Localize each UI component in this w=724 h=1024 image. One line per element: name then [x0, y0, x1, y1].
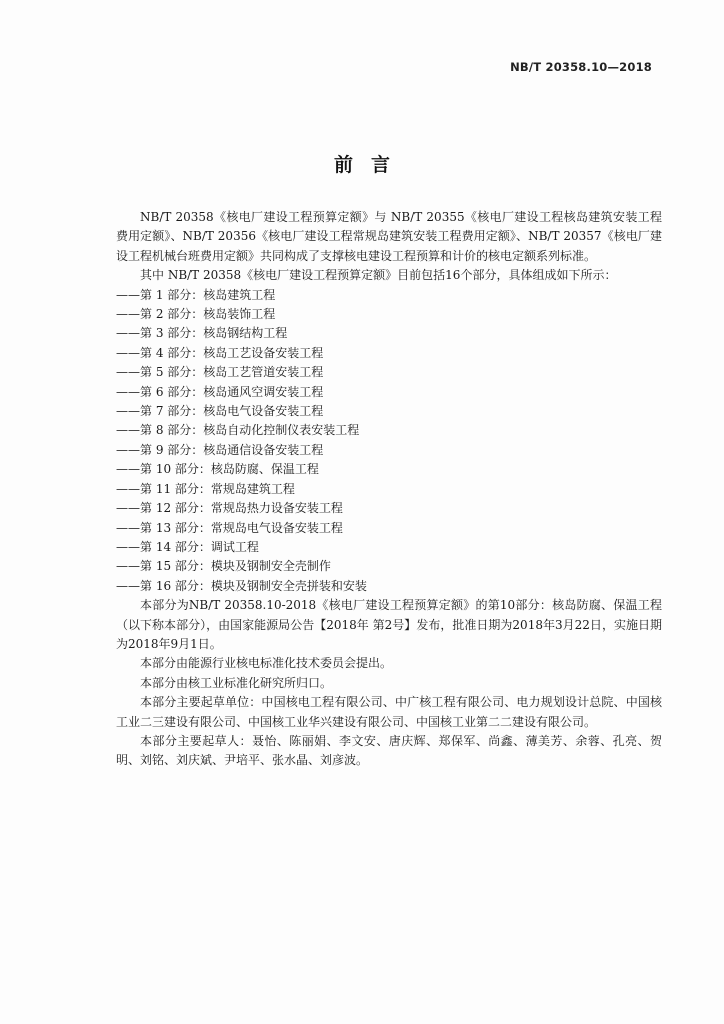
list-item: ——第 7 部分：核岛电气设备安装工程 — [116, 404, 324, 419]
list-item: ——第 8 部分：核岛自动化控制仪表安装工程 — [116, 423, 360, 438]
intro-paragraph: NB/T 20358《核电厂建设工程预算定额》与 NB/T 20355《核电厂建设工程核岛建筑安装工程费用定额》、NB/T 20356《核电厂建设工程常规岛建筑安装工程费用定额》、NB/T 20357《核电厂建设工程机械台班费用定额》共同构成了支撑核电建设工程预算和计价的核电定额系列标准。 — [116, 210, 662, 263]
list-item: ——第 1 部分：核岛建筑工程 — [116, 287, 276, 302]
managed-paragraph: 本部分由核工业标准化研究所归口。 — [140, 675, 333, 690]
page-title: 前言 — [333, 154, 408, 176]
list-item: ——第 4 部分：核岛工艺设备安装工程 — [116, 345, 324, 360]
drafting-units-paragraph: 本部分主要起草单位：中国核电工程有限公司、中广核工程有限公司、电力规划设计总院、中国核工业二三建设有限公司、中国核工业华兴建设有限公司、中国核工业第二二建设有限公司。 — [116, 695, 662, 729]
drafters-paragraph: 本部分主要起草人：聂怡、陈丽娟、李文安、唐庆辉、郑保军、尚鑫、薄美芳、余蓉、孔亮、贺明、刘铭、刘庆斌、尹培平、张水晶、刘彦波。 — [116, 733, 662, 768]
list-item: ——第 6 部分：核岛通风空调安装工程 — [116, 384, 324, 399]
release-paragraph: 本部分为NB/T 20358.10-2018《核电厂建设工程预算定额》的第10部分：核岛防腐、保温工程（以下称本部分），由国家能源局公告【2018年 第2号】发布，批准日期为2018年3月22日，实施日期为2018年9月1日。 — [116, 598, 662, 651]
list-item: ——第 14 部分：调试工程 — [116, 539, 259, 554]
standard-code: NB/T 20358.10—2018 — [510, 60, 652, 74]
list-item: ——第 11 部分：常规岛建筑工程 — [116, 481, 295, 496]
list-item: ——第 15 部分：模块及钢制安全壳制作 — [116, 559, 331, 574]
list-item: ——第 3 部分：核岛钢结构工程 — [116, 326, 288, 341]
list-item: ——第 2 部分：核岛装饰工程 — [116, 307, 276, 322]
list-item: ——第 10 部分：核岛防腐、保温工程 — [116, 462, 319, 477]
list-item: ——第 16 部分：模块及钢制安全壳拼装和安装 — [116, 578, 367, 593]
list-item: ——第 5 部分：核岛工艺管道安装工程 — [116, 365, 324, 380]
proposed-paragraph: 本部分由能源行业核电标准化技术委员会提出。 — [140, 656, 393, 671]
preface-body — [116, 208, 662, 771]
list-item: ——第 12 部分：常规岛热力设备安装工程 — [116, 501, 343, 516]
list-item: ——第 9 部分：核岛通信设备安装工程 — [116, 442, 324, 457]
list-item: ——第 13 部分：常规岛电气设备安装工程 — [116, 520, 343, 535]
parts-list — [116, 286, 662, 597]
composition-paragraph: 其中 NB/T 20358《核电厂建设工程预算定额》目前包括16个部分，具体组成如下所示： — [140, 268, 617, 283]
